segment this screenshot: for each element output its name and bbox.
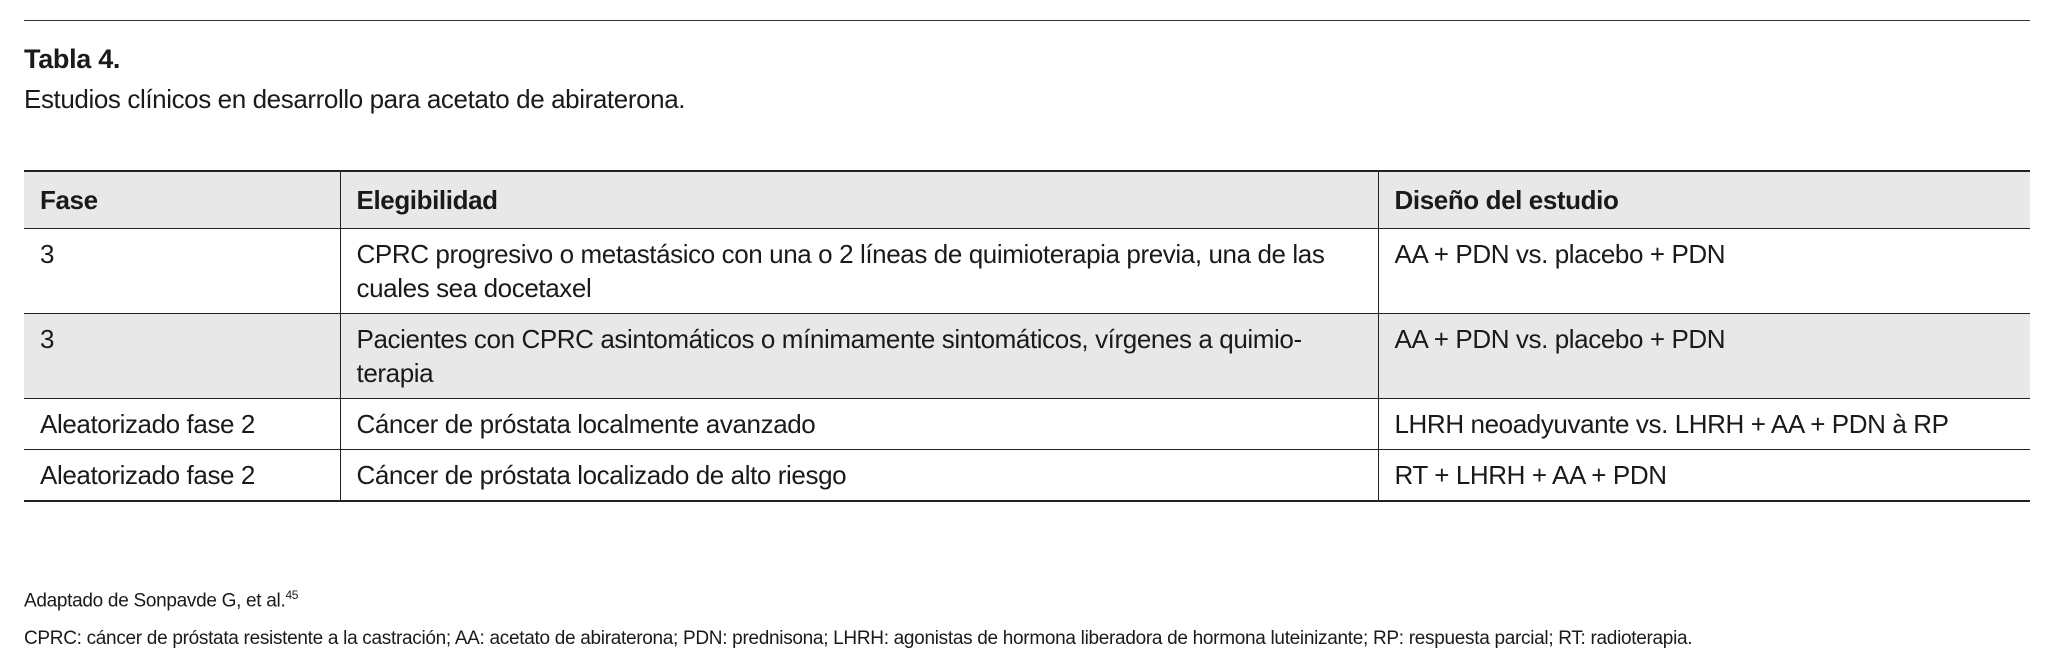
cell-fase: 3 xyxy=(40,239,55,269)
cell-elegibilidad: Cáncer de próstata localmente avanzado xyxy=(340,399,1378,450)
header-fase: Fase xyxy=(24,171,340,229)
header-row xyxy=(24,171,2030,229)
header-elegibilidad: Elegibilidad xyxy=(340,171,1378,229)
cell-diseno: AA + PDN vs. placebo + PDN xyxy=(1378,229,2030,314)
cell-elegibilidad: CPRC progresivo o metastásico con una o 2 líneas de quimioterapia previa, una de las cuales sea docetaxel xyxy=(340,229,1378,314)
table-row xyxy=(24,229,2030,314)
table-row xyxy=(24,314,2030,399)
cell-elegibilidad: Cáncer de próstata localizado de alto riesgo xyxy=(340,450,1378,502)
abbreviations-note: CPRC: cáncer de próstata resistente a la castración; AA: acetato de abiraterona; PDN: prednisona; LHRH: agonistas de hormona liberadora de hormona luteinizante; RP: respuesta parcial; RT: radioterapia. xyxy=(24,628,1693,649)
source-reference: 45 xyxy=(285,588,299,602)
table-subtitle: Estudios clínicos en desarrollo para acetato de abiraterona. xyxy=(24,84,686,114)
table-row xyxy=(24,450,2030,502)
source-note xyxy=(24,588,298,612)
studies-table xyxy=(24,170,2030,502)
cell-fase: Aleatorizado fase 2 xyxy=(40,409,255,439)
header-diseno: Diseño del estudio xyxy=(1378,171,2030,229)
cell-elegibilidad: Pacientes con CPRC asintomáticos o mínimamente sintomáticos, vírgenes a quimioterapia xyxy=(340,314,1378,399)
cell-diseno: AA + PDN vs. placebo + PDN xyxy=(1378,314,2030,399)
cell-diseno: RT + LHRH + AA + PDN xyxy=(1378,450,2030,502)
cell-diseno: LHRH neoadyuvante vs. LHRH + AA + PDN à RP xyxy=(1378,399,2030,450)
table-row xyxy=(24,399,2030,450)
cell-fase: Aleatorizado fase 2 xyxy=(40,460,255,490)
cell-fase: 3 xyxy=(24,314,340,399)
source-text: Adaptado de Sonpavde G, et al. xyxy=(24,590,286,612)
table-title: Tabla 4. xyxy=(24,44,121,74)
top-rule xyxy=(24,20,2030,21)
